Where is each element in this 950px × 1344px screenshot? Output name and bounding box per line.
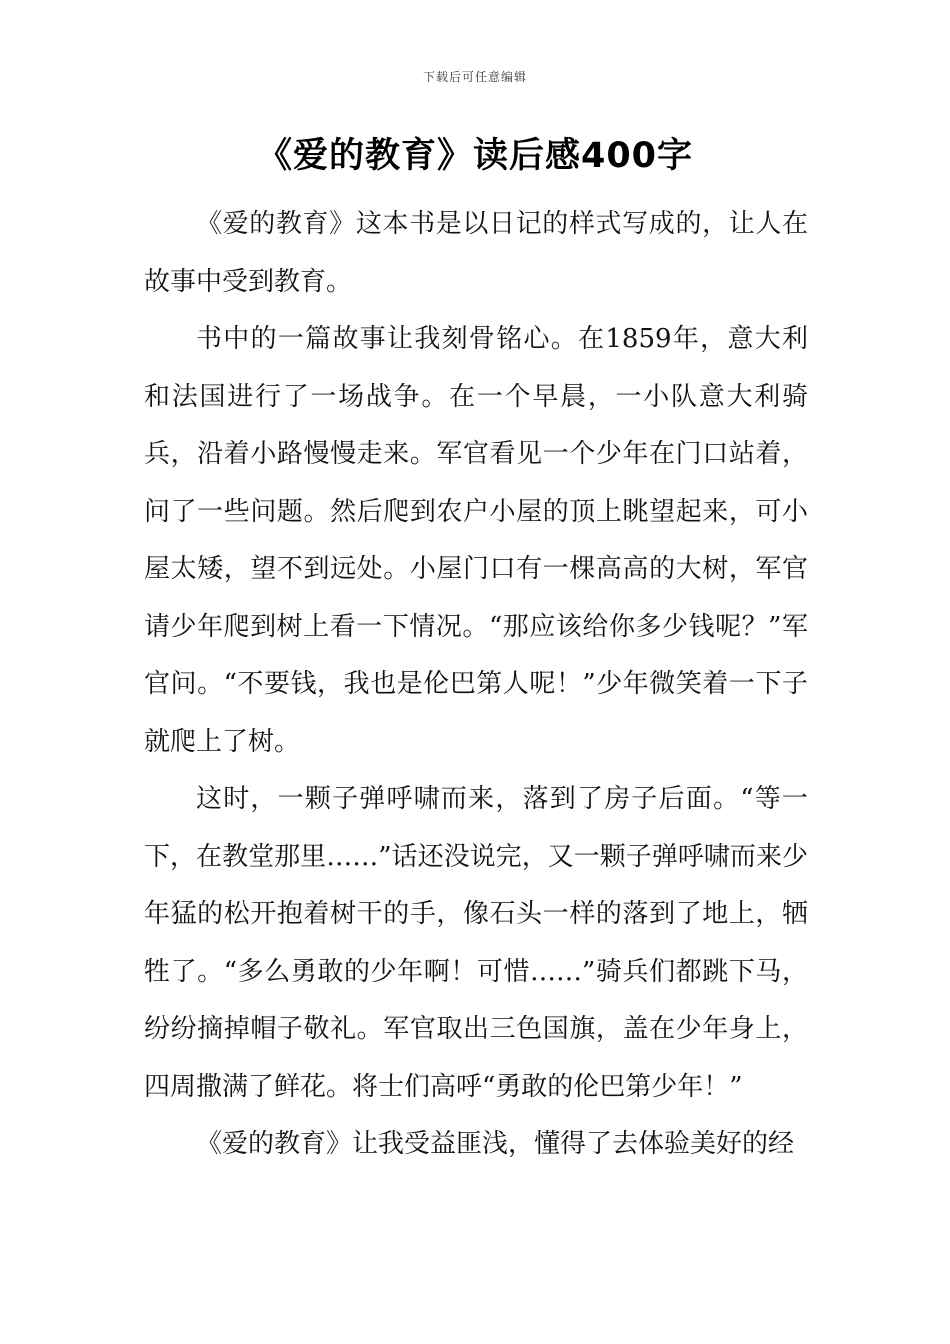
- paragraph-conclusion: 《爱的教育》让我受益匪浅，懂得了去体验美好的经: [196, 1129, 795, 1159]
- document-title: 《爱的教育》读后感400字: [256, 136, 694, 176]
- paragraph-story: 书中的一篇故事让我刻骨铭心。在1859年，意大利和法国进行了一场战争。在一个早晨，一小队意大利骑兵，沿着小路慢慢走来。军官看见一个少年在门口站着，问了一些问题。然后爬到农户小屋的顶上眺望起来，可小屋太矮，望不到远处。小屋门口有一棵高高的大树，军官请少年爬到树上看一下情况。“那应该给你多少钱呢？”军官问。“不要钱，我也是伦巴第人呢！”少年微笑着一下子就爬上了树。: [144, 324, 808, 757]
- document-body: [144, 196, 808, 1174]
- paragraph-intro: 《爱的教育》这本书是以日记的样式写成的，让人在故事中受到教育。: [144, 209, 808, 297]
- header-note: 下载后可任意编辑: [422, 70, 527, 84]
- paragraph-sacrifice: 这时，一颗子弹呼啸而来，落到了房子后面。“等一下，在教堂那里……”话还没说完，又一颗子弹呼啸而来少年猛的松开抱着树干的手，像石头一样的落到了地上，牺牲了。“多么勇敢的少年啊！可惜……”骑兵们都跳下马，纷纷摘掉帽子敬礼。军官取出三色国旗，盖在少年身上，四周撒满了鲜花。将士们高呼“勇敢的伦巴第少年！”: [144, 784, 808, 1102]
